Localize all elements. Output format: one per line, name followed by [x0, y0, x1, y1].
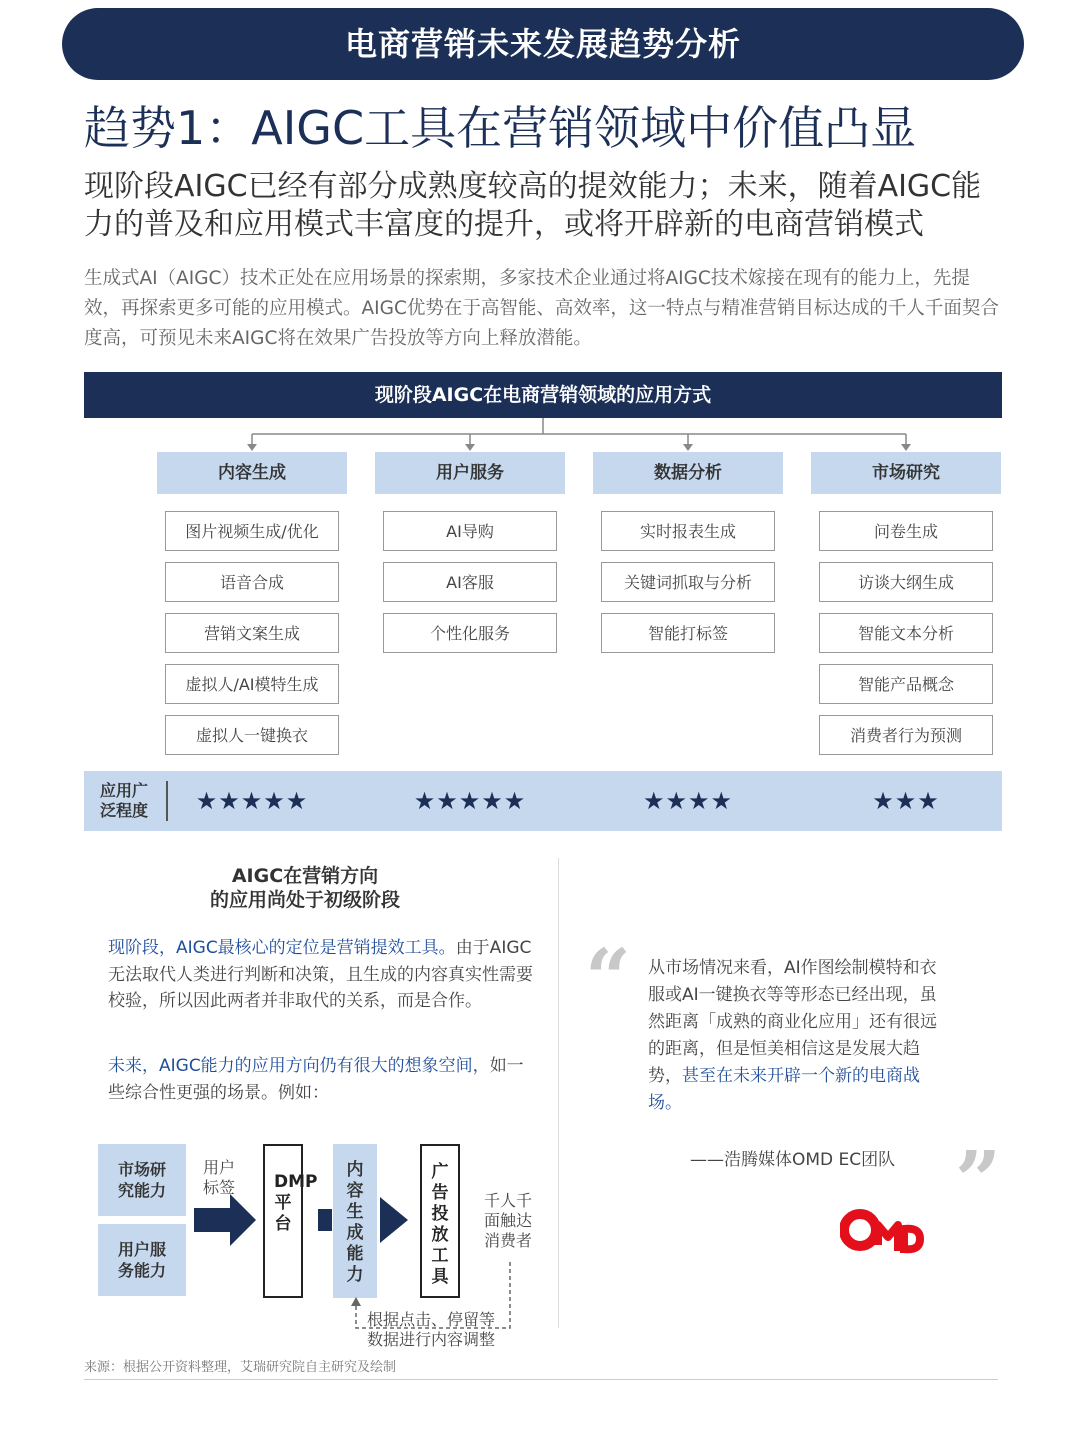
flow-dmp-label: DMP平台	[274, 1172, 318, 1234]
omd-logo	[840, 1205, 925, 1263]
list-item: 智能打标签	[601, 613, 775, 653]
list-item: 智能文本分析	[819, 613, 993, 653]
section-title-line-1: AIGC在营销方向	[231, 865, 379, 887]
list-item: 语音合成	[165, 562, 339, 602]
arrow-right-icon	[190, 1190, 260, 1250]
flow-ad-label: 广告投放工具	[431, 1162, 449, 1287]
quote-highlight: 甚至在未来开辟一个新的电商战场。	[648, 1066, 920, 1113]
list-item: 消费者行为预测	[819, 715, 993, 755]
close-quote-icon: ”	[955, 1133, 1002, 1227]
user-tag-label: 用户标签	[203, 1158, 236, 1197]
highlight-text: 现阶段，AIGC最核心的定位是营销提效工具。	[108, 938, 456, 958]
feedback-line-1: 根据点击、停留等	[367, 1310, 496, 1329]
paragraph-future	[108, 1053, 538, 1106]
footer-divider	[84, 1379, 998, 1380]
flow-user-service-label: 用户服务能力	[117, 1240, 166, 1280]
highlight-text: 未来，AIGC能力的应用方向仍有很大的想象空间，	[108, 1056, 490, 1076]
flow-market-research	[98, 1144, 186, 1216]
rating-stars: ★★★	[872, 787, 940, 815]
quote-body: 从市场情况来看，AI作图绘制模特和衣服或AI一键换衣等等形态已经出现，虽然距离「成熟的商业化应用」还有很远的距离，但是恒美相信这是发展大趋势，	[648, 958, 937, 1086]
body-text: 如一些综合性更强的场景。例如：	[108, 1056, 524, 1103]
list-item: 访谈大纲生成	[819, 562, 993, 602]
body-text: 由于AIGC无法取代人类进行判断和决策，且生成的内容真实性需要校验，所以因此两者并非取代的关系，而是合作。	[108, 938, 533, 1011]
tree-connectors	[0, 0, 1080, 460]
list-item: 虚拟人/AI模特生成	[165, 664, 339, 704]
list-item: 虚拟人一键换衣	[165, 715, 339, 755]
list-item: 问卷生成	[819, 511, 993, 551]
quote-author: ——浩腾媒体OMD EC团队	[690, 1150, 896, 1170]
quote-text	[648, 955, 938, 1117]
open-quote-icon: “	[585, 931, 632, 1025]
section-divider	[558, 858, 559, 1328]
table-header: 现阶段AIGC在电商营销领域的应用方式	[84, 372, 1002, 418]
feedback-line-2: 数据进行内容调整	[367, 1330, 496, 1349]
list-item: 个性化服务	[383, 613, 557, 653]
flow-content-label: 内容生成能力	[346, 1160, 364, 1285]
category-market-research: 市场研究	[811, 452, 1001, 494]
category-user-service: 用户服务	[375, 452, 565, 494]
flow-market-research-label: 市场研究能力	[117, 1160, 166, 1200]
section-title-line-2: 的应用尚处于初级阶段	[209, 889, 400, 911]
list-item: 实时报表生成	[601, 511, 775, 551]
list-item: 关键词抓取与分析	[601, 562, 775, 602]
page-banner: 电商营销未来发展趋势分析	[62, 8, 1024, 80]
rating-stars: ★★★★	[642, 787, 734, 815]
list-item: 图片视频生成/优化	[165, 511, 339, 551]
rating-label-line-1: 应用广	[100, 781, 149, 800]
page-subtitle: 现阶段AIGC已经有部分成熟度较高的提效能力；未来，随着AIGC能力的普及和应用模式丰富度的提升，或将开辟新的电商营销模式	[84, 169, 982, 242]
flow-dmp	[263, 1144, 318, 1298]
rating-label-line-2: 泛程度	[100, 801, 149, 820]
page-title: 趋势1：AIGC工具在营销领域中价值凸显	[84, 101, 917, 155]
rating-stars: ★★★★★	[413, 787, 527, 815]
list-item: AI导购	[383, 511, 557, 551]
rating-label	[100, 781, 148, 821]
source-note: 来源：根据公开资料整理，艾瑞研究院自主研究及绘制	[84, 1360, 397, 1375]
category-data-analysis: 数据分析	[593, 452, 783, 494]
rating-stars: ★★★★★	[195, 787, 309, 815]
flow-user-service	[98, 1224, 186, 1296]
intro-paragraph: 生成式AI（AIGC）技术正处在应用场景的探索期，多家技术企业通过将AIGC技术嫁接在现有的能力上，先提效，再探索更多可能的应用模式。AIGC优势在于高智能、高效率，这一特点与精准营销目标达成的千人千面契合度高，可预见未来AIGC将在效果广告投放等方向上释放潜能。	[84, 268, 999, 349]
list-item: AI客服	[383, 562, 557, 602]
section-title	[160, 864, 450, 912]
list-item: 营销文案生成	[165, 613, 339, 653]
list-item: 智能产品概念	[819, 664, 993, 704]
feedback-label	[367, 1310, 495, 1350]
paragraph-current	[108, 935, 538, 1015]
category-content-generation: 内容生成	[157, 452, 347, 494]
reach-label: 千人千面触达消费者	[484, 1191, 533, 1250]
